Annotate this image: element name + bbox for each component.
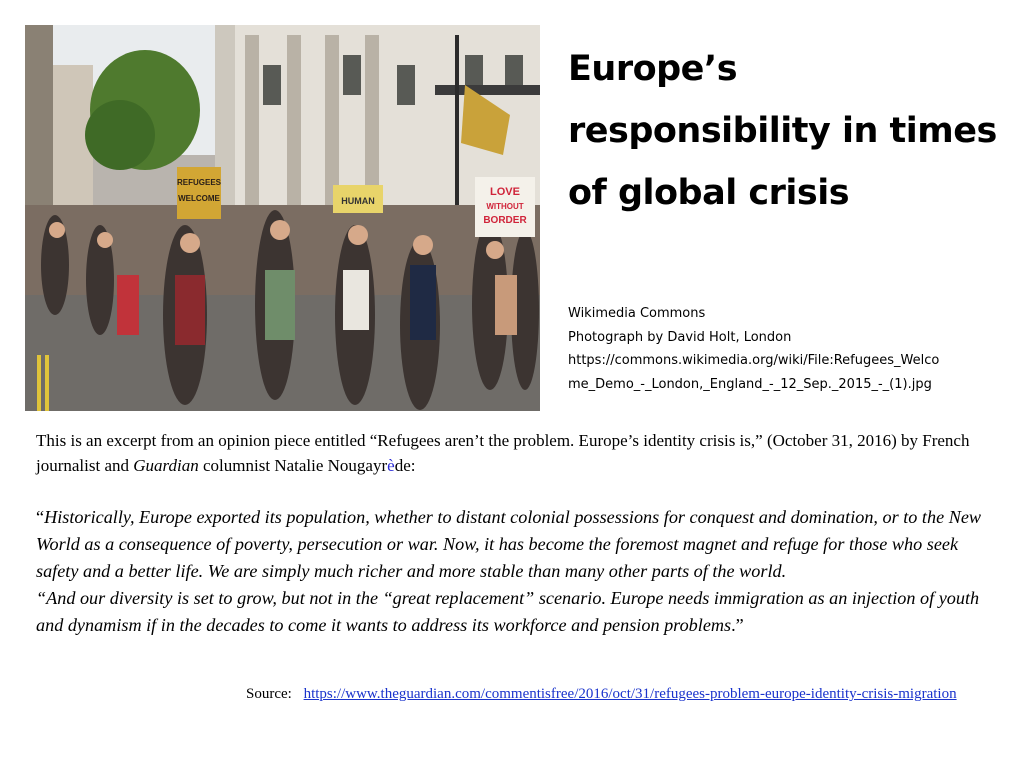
quote-open-mark: “ [36,507,45,527]
photo-illustration [25,25,540,411]
sign-border-text: BORDER [483,215,527,226]
credit-source: Wikimedia Commons [568,306,706,321]
source-line [246,686,957,703]
sign-love-text: LOVE [490,186,520,198]
quote-paragraph-1 [36,504,996,585]
intro-text-3: de: [394,456,416,475]
refugees-welcome-sign [177,167,221,219]
source-label: Source: [246,686,292,702]
accent-character: è [387,456,395,475]
intro-paragraph [36,428,996,478]
credit-url-line-2: me_Demo_-_London,_England_-_12_Sep._2015_-_(1).jpg [568,376,932,392]
refugees-demo-photo [25,25,540,411]
photo-credits [568,302,1008,396]
credit-url-line-1: https://commons.wikimedia.org/wiki/File:Refugees_Welco [568,353,940,368]
quote-paragraph-2 [36,585,996,639]
slide-title [568,38,1008,224]
sign-welcome-text: WELCOME [178,194,220,203]
quote-block [36,504,996,639]
sign-without-text: WITHOUT [486,202,524,211]
quote-text-1: Historically, Europe exported its population, whether to distant colonial possessions for conquest and domination, or to the New World as a consequence of poverty, persecution or war. Now, it has become the foremost magnet and refuge for those who seek safety and a better life. We are simply much richer and more stable than many other parts of the world. [36,507,982,581]
intro-text-2: columnist Natalie Nougayr [198,456,388,475]
sign-human-text: HUMAN [341,196,375,206]
credit-photographer: Photograph by David Holt, London [568,329,792,345]
sign-refugees-text: REFUGEES [176,178,222,187]
title-line-1: Europe’s [568,49,738,89]
source-link[interactable]: https://www.theguardian.com/commentisfree/2016/oct/31/refugees-problem-europe-identity-crisis-migration [303,686,957,702]
quote-text-2: “And our diversity is set to grow, but not in the “great replacement” scenario. Europe needs immigration as an injection of youth and dynamism if in the decades to come it wants to address its workforce and pension problems [36,588,980,635]
publication-name: Guardian [133,456,199,475]
title-line-2: responsibility in times [568,111,997,151]
title-line-3: of global crisis [568,173,850,213]
quote-close-mark: .” [731,615,744,635]
intro-text-1: This is an excerpt from an opinion piece entitled “Refugees aren’t the problem. Europe’s identity crisis is,” (October 31, 2016) by French journalist and [36,431,970,475]
